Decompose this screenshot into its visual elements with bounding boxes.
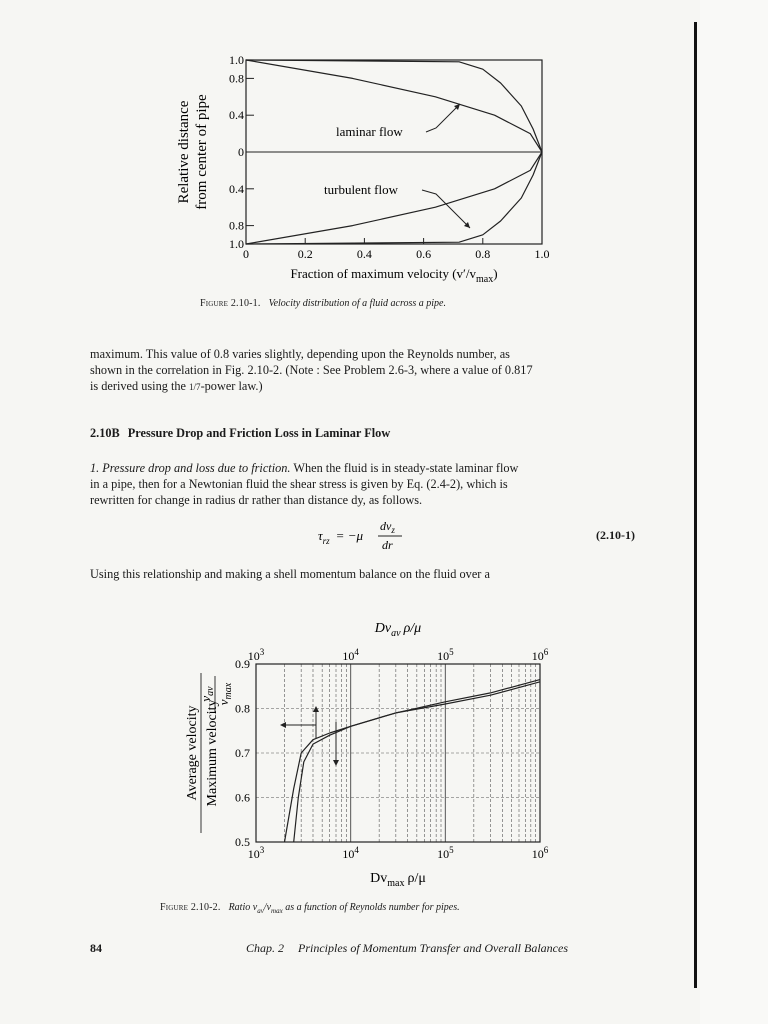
paragraph-3 [90, 566, 642, 582]
fig1-y-tick-label: 1.0 [229, 237, 244, 251]
fig2-top-ticks [248, 647, 549, 663]
fig1-x-ticks [243, 238, 550, 261]
fig1-x-tick-label: 0 [243, 247, 249, 261]
fig2-bottom-tick-label: $10^4$ [342, 845, 359, 861]
fig2-y-label-line2: Maximum velocity [205, 699, 220, 807]
fig2-y-tick-label: 0.7 [235, 746, 250, 760]
fig1-y-tick-label: 0.8 [229, 218, 244, 233]
fig1-x-tick-label: 0.8 [475, 247, 491, 261]
figure-velocity-distribution [160, 48, 580, 288]
figure2-caption [160, 902, 460, 915]
para2-line3: rewritten for change in radius dr rather than distance dy, as follows. [90, 493, 423, 507]
para1-line3: is derived using the 1/7-power law.) [90, 379, 263, 393]
figure1-caption-label: Figure 2.10-1. [200, 298, 261, 309]
fig1-y-tick-label: 1.0 [229, 53, 244, 67]
annotation-laminar-pointer [426, 104, 460, 132]
fig2-y-tick-label: 0.9 [235, 657, 250, 671]
para2-line2: in a pipe, then for a Newtonian fluid the shear stress is given by Eq. (2.4-2), which is [90, 477, 508, 491]
fig2-curves [285, 680, 541, 842]
page-margin [700, 0, 768, 1024]
svg-text:vav: $v_{av}$ [198, 686, 216, 702]
figure1-caption-text: Velocity distribution of a fluid across a pipe. [268, 298, 446, 309]
equation-number: (2.10-1) [596, 528, 635, 542]
fig1-x-axis-label: Fraction of maximum velocity $(v'/v_{max})$ [290, 266, 498, 285]
fig2-arrowhead-up [313, 706, 319, 712]
fig2-bottom-axis-label: $Dv_{max}$ ρ/μ [370, 871, 426, 889]
fig2-arrowhead-down [333, 760, 339, 766]
fig2-series-dvav [285, 680, 541, 842]
para3-line1: Using this relationship and making a shell momentum balance on the fluid over a [90, 567, 490, 581]
fig2-y-label-line1: Average velocity [185, 705, 200, 801]
fig1-y-axis-label [176, 94, 210, 210]
equation-2-10-1 [316, 516, 436, 556]
svg-text:dr: dr [382, 538, 393, 552]
fraction-one-seventh: 1/7 [189, 382, 201, 392]
fig1-y-ticks [229, 53, 254, 251]
fig1-y-tick-label: 0.4 [229, 108, 244, 123]
fig2-arrowhead-left [280, 722, 286, 728]
fig1-x-tick-label: 0.6 [416, 247, 432, 261]
para1-line1: maximum. This value of 0.8 varies slightly, depending upon the Reynolds number, as [90, 347, 510, 361]
fig2-y-tick-label: 0.6 [235, 790, 250, 805]
fig2-top-axis-label: $Dv_{av}$ ρ/μ [374, 621, 422, 639]
figure2-caption-text: Ratio $v_{av}/v_{max}$ as a function of Reynolds number for pipes. [228, 902, 460, 915]
fig2-y-tick-label: 0.5 [235, 835, 250, 849]
section-title: Pressure Drop and Friction Loss in Laminar Flow [127, 426, 391, 440]
fig2-top-tick-label: $10^5$ [437, 647, 454, 663]
page-number: 84 [90, 941, 102, 955]
section-heading [90, 426, 390, 441]
page-binding-edge [694, 22, 697, 988]
paragraph-2 [90, 460, 642, 508]
running-footer [246, 941, 568, 956]
svg-text:vmax: $v_{max}$ [216, 682, 234, 706]
para2-line1: 1. Pressure drop and loss due to friction. When the fluid is in steady-state laminar flow [90, 461, 519, 475]
fig2-top-tick-label: $10^4$ [342, 647, 359, 663]
para1-line2: shown in the correlation in Fig. 2.10-2. (Note : See Problem 2.6-3, where a value of 0.817 [90, 363, 533, 377]
figure1-caption [200, 298, 446, 309]
annotation-turbulent-flow: turbulent flow [324, 182, 399, 197]
figure2-caption-label: Figure 2.10-2. [160, 902, 221, 913]
para2-italic-lead: 1. Pressure drop and loss due to friction. [90, 461, 291, 475]
paragraph-1 [90, 346, 642, 395]
fig1-x-tick-label: 0.4 [356, 247, 372, 261]
fig1-y-tick-label: 0.4 [229, 181, 244, 196]
fig2-bottom-ticks [248, 845, 549, 861]
fig2-bottom-tick-label: $10^6$ [531, 845, 549, 861]
fig1-y-label-line1: Relative distance [176, 100, 192, 204]
fig2-top-tick-label: $10^6$ [531, 647, 549, 663]
fig1-x-tick-label: 1.0 [534, 247, 550, 261]
footer-chapter: Chap. 2 [246, 941, 285, 955]
fig2-bottom-tick-label: $10^3$ [247, 845, 265, 861]
fig1-y-tick-label: 0.8 [229, 71, 244, 86]
fig2-bottom-tick-label: $10^5$ [437, 845, 454, 861]
fig1-y-label-line2: from center of pipe [194, 94, 210, 210]
fig1-x-tick-label: 0.2 [297, 247, 313, 261]
section-number: 2.10B [90, 426, 120, 440]
footer-chapter-title: Principles of Momentum Transfer and Overall Balances [298, 941, 568, 955]
fig2-y-tick-label: 0.8 [235, 701, 250, 716]
svg-text:τrz= −μ: $\tau_{rz} = -\mu$ [318, 528, 363, 546]
fig2-y-ticks [235, 657, 250, 849]
fig1-y-tick-label: 0 [238, 145, 244, 159]
fig2-top-tick-label: $10^3$ [247, 647, 265, 663]
svg-text:dvz: $dv_z$ [380, 519, 395, 535]
figure-velocity-ratio-vs-reynolds [170, 610, 590, 900]
annotation-laminar-flow: laminar flow [336, 124, 403, 139]
